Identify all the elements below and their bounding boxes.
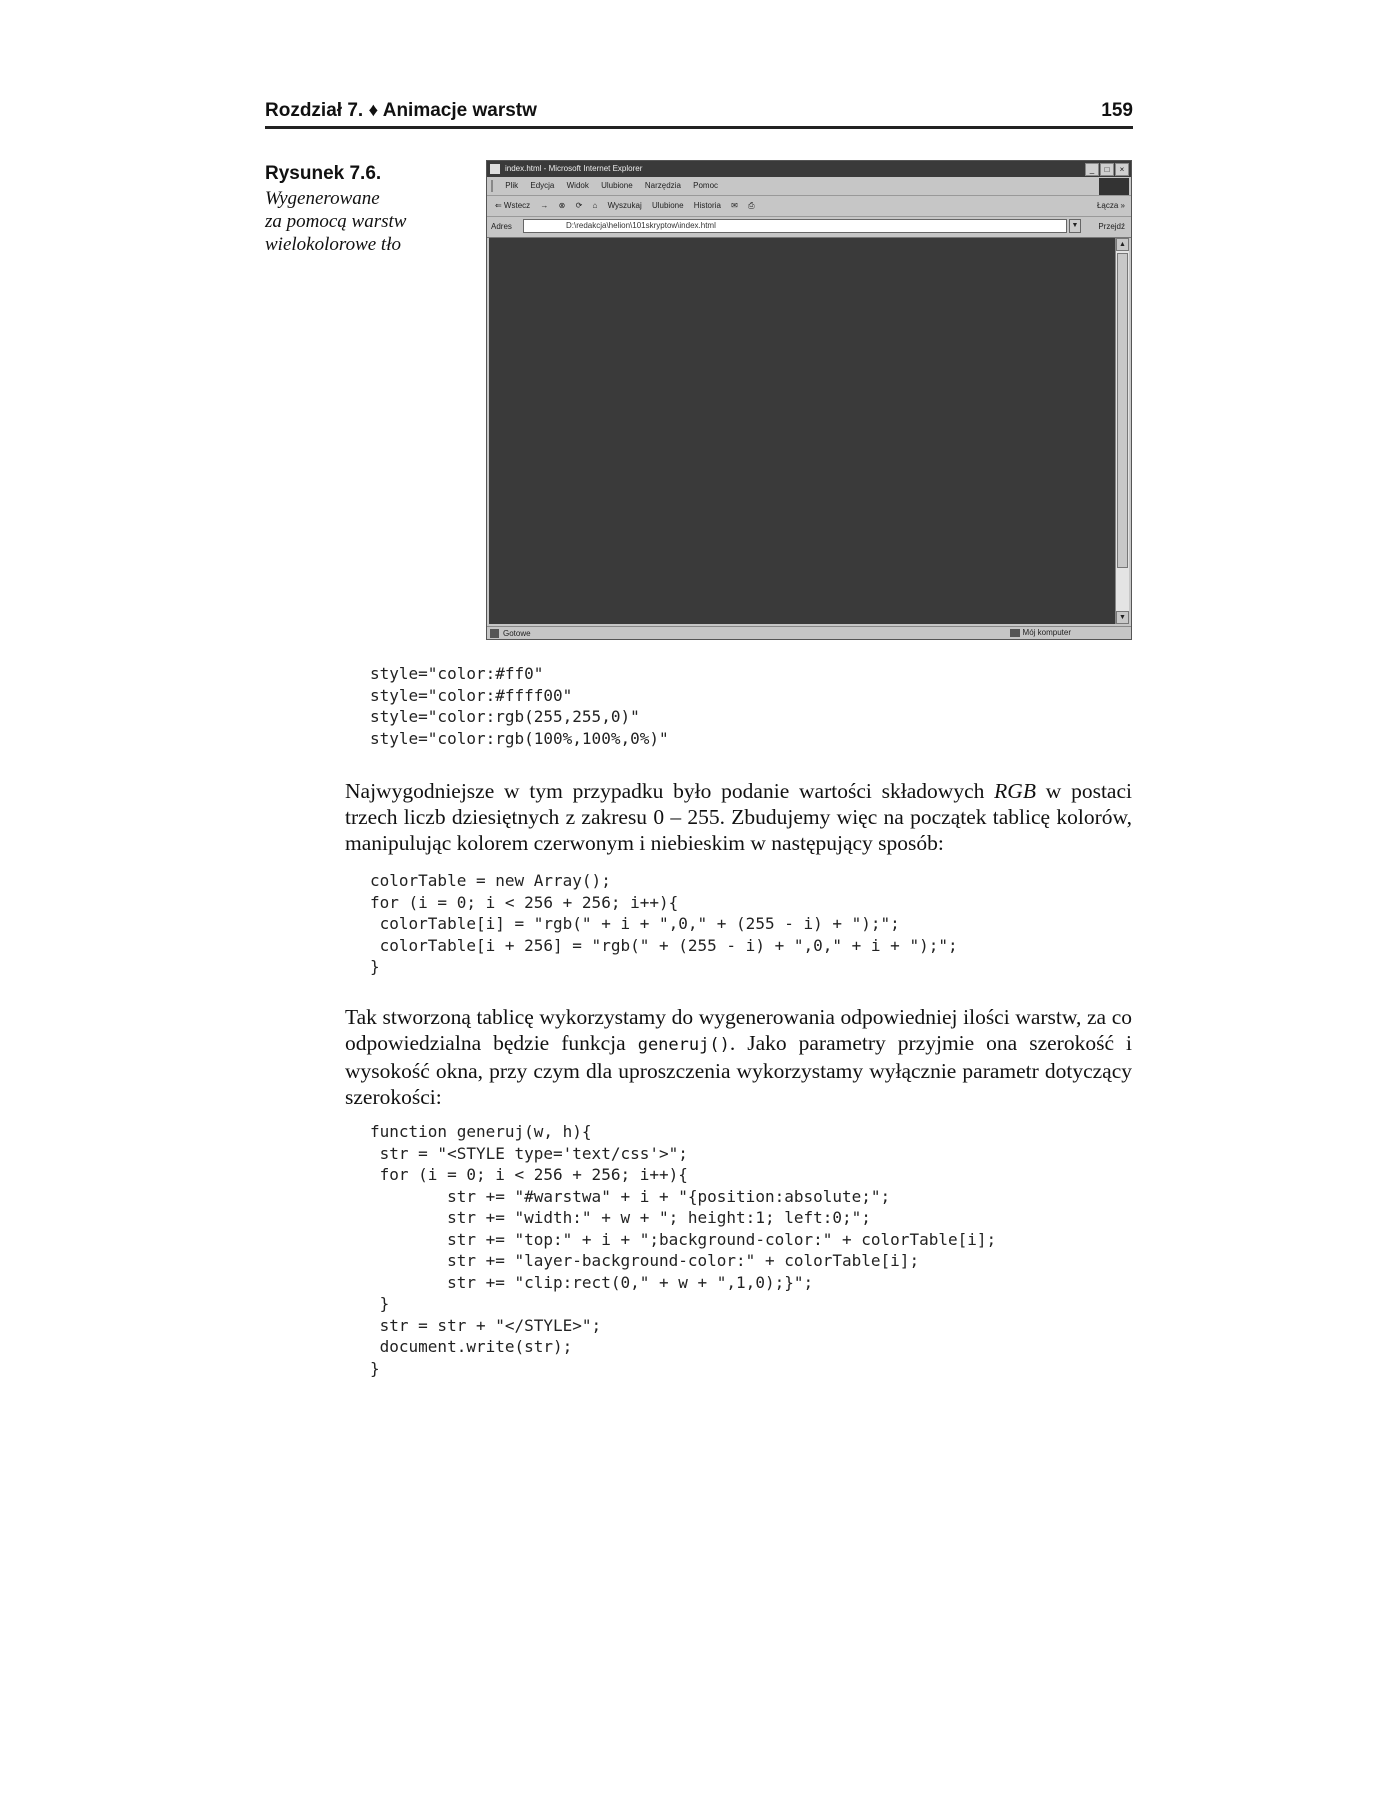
forward-button[interactable]: →: [540, 201, 549, 210]
figure-caption-text: [265, 187, 440, 256]
code-block-color-table: colorTable = new Array(); for (i = 0; i < 256 + 256; i++){ colorTable[i] = "rgb(" + i + ",0," + (255 - i) + ");"; colorTable[i + 256] = "rgb(" + (255 - i) + ",0," + i + ");"; }: [370, 871, 958, 976]
chapter-title: Rozdział 7. ♦ Animacje warstw: [265, 100, 537, 121]
window-buttons: [1084, 163, 1129, 176]
caption-line: wielokolorowe tło: [265, 234, 401, 255]
address-input[interactable]: D:\redakcja\helion\101skryptow\index.html: [523, 219, 1067, 233]
zone-label: Mój komputer: [1022, 628, 1071, 637]
menu-view[interactable]: Widok: [566, 181, 589, 190]
code-block-generuj-function: function generuj(w, h){ str = "<STYLE type='text/css'>"; for (i = 0; i < 256 + 256; i++){ str += "#warstwa" + i + "{position:absolute;"; str += "width:" + w + "; height:1; left:0;"; str += "top:" + i + ";background-color:" + colorTable[i]; str += "layer-background-color:" + colorTable[i]; str += "clip:rect(0," + w + ",1,0);}"; } str = str + "</STYLE>"; document.write(str); }: [370, 1122, 997, 1378]
scroll-thumb[interactable]: [1117, 253, 1128, 568]
close-icon[interactable]: ×: [1115, 163, 1129, 176]
menu-help[interactable]: Pomoc: [693, 181, 719, 190]
search-button[interactable]: Wyszukaj: [607, 201, 642, 210]
favorites-button[interactable]: Ulubione: [651, 201, 684, 210]
ie-logo-icon: [1099, 178, 1129, 195]
toolbar-grip-icon: [491, 180, 493, 192]
history-button[interactable]: Historia: [693, 201, 721, 210]
back-button[interactable]: ⇐ Wstecz: [495, 201, 531, 210]
paragraph-text: w postaci trzech liczb dziesiętnych z zakresu 0 – 255. Zbudujemy więc na początek tablicę kolorów, manipulując kolorem czerwonym i niebieskim w następujący sposób:: [345, 779, 1132, 855]
caption-line: za pomocą warstw: [265, 211, 407, 232]
running-header: [265, 100, 1133, 129]
refresh-button[interactable]: ⟳: [575, 201, 583, 210]
go-button[interactable]: Przejdź: [1098, 222, 1125, 231]
rgb-term: RGB: [994, 779, 1036, 803]
figure-label: Rysunek 7.6.: [265, 163, 382, 184]
home-button[interactable]: ⌂: [592, 201, 598, 210]
menu-favorites[interactable]: Ulubione: [601, 181, 633, 190]
menu-tools[interactable]: Narzędzia: [644, 181, 681, 190]
menu-file[interactable]: Plik: [505, 181, 519, 190]
browser-window-screenshot: [486, 160, 1132, 640]
stop-button[interactable]: ⊗: [558, 201, 566, 210]
status-text: Gotowe: [503, 629, 531, 638]
page-number: 159: [1101, 100, 1133, 121]
page-viewport: [489, 238, 1115, 624]
security-zone: [1010, 628, 1071, 637]
maximize-icon[interactable]: □: [1100, 163, 1114, 176]
browser-menubar: [487, 177, 1131, 196]
minimize-icon[interactable]: _: [1085, 163, 1099, 176]
paragraph-rgb: [345, 778, 1132, 856]
address-dropdown-icon[interactable]: ▼: [1069, 219, 1081, 233]
browser-titlebar: [487, 161, 1131, 177]
caption-line: Wygenerowane: [265, 188, 380, 209]
address-bar: [487, 217, 1131, 238]
status-bar: [487, 626, 1131, 640]
paragraph-text: . Jako parametry przyjmie ona szerokość i wysokość okna, przy czym dla uproszczenia wykorzystamy wyłącznie parametr dotyczący szerokości:: [345, 1031, 1132, 1109]
links-button[interactable]: Łącza »: [1096, 201, 1125, 210]
paragraph-text: Tak stworzoną tablicę wykorzystamy do wygenerowania odpowiedniej ilości warstw, za co odpowiedzialna będzie funkcja: [345, 1005, 1132, 1055]
mail-button[interactable]: ✉: [731, 201, 738, 210]
ie-app-icon: [490, 164, 500, 174]
scroll-up-icon[interactable]: ▲: [1116, 238, 1129, 251]
address-label: Adres: [491, 222, 512, 231]
scroll-down-icon[interactable]: ▼: [1116, 611, 1129, 624]
code-block-color-styles: style="color:#ff0" style="color:#ffff00" style="color:rgb(255,255,0)" style="color:rgb(100%,100%,0%)": [370, 664, 669, 748]
page-status-icon: [490, 629, 499, 638]
print-button[interactable]: ⎙: [748, 201, 755, 210]
browser-title: index.html - Microsoft Internet Explorer: [505, 164, 643, 173]
vertical-scrollbar[interactable]: [1115, 238, 1129, 624]
paragraph-generuj: [345, 1004, 1132, 1110]
menu-edit[interactable]: Edycja: [530, 181, 555, 190]
computer-icon: [1010, 629, 1020, 637]
browser-toolbar: [487, 196, 1131, 217]
figure-caption: [265, 163, 440, 256]
paragraph-text: Najwygodniejsze w tym przypadku było podanie wartości składowych: [345, 779, 995, 803]
function-name-inline: generuj(): [637, 1035, 730, 1055]
